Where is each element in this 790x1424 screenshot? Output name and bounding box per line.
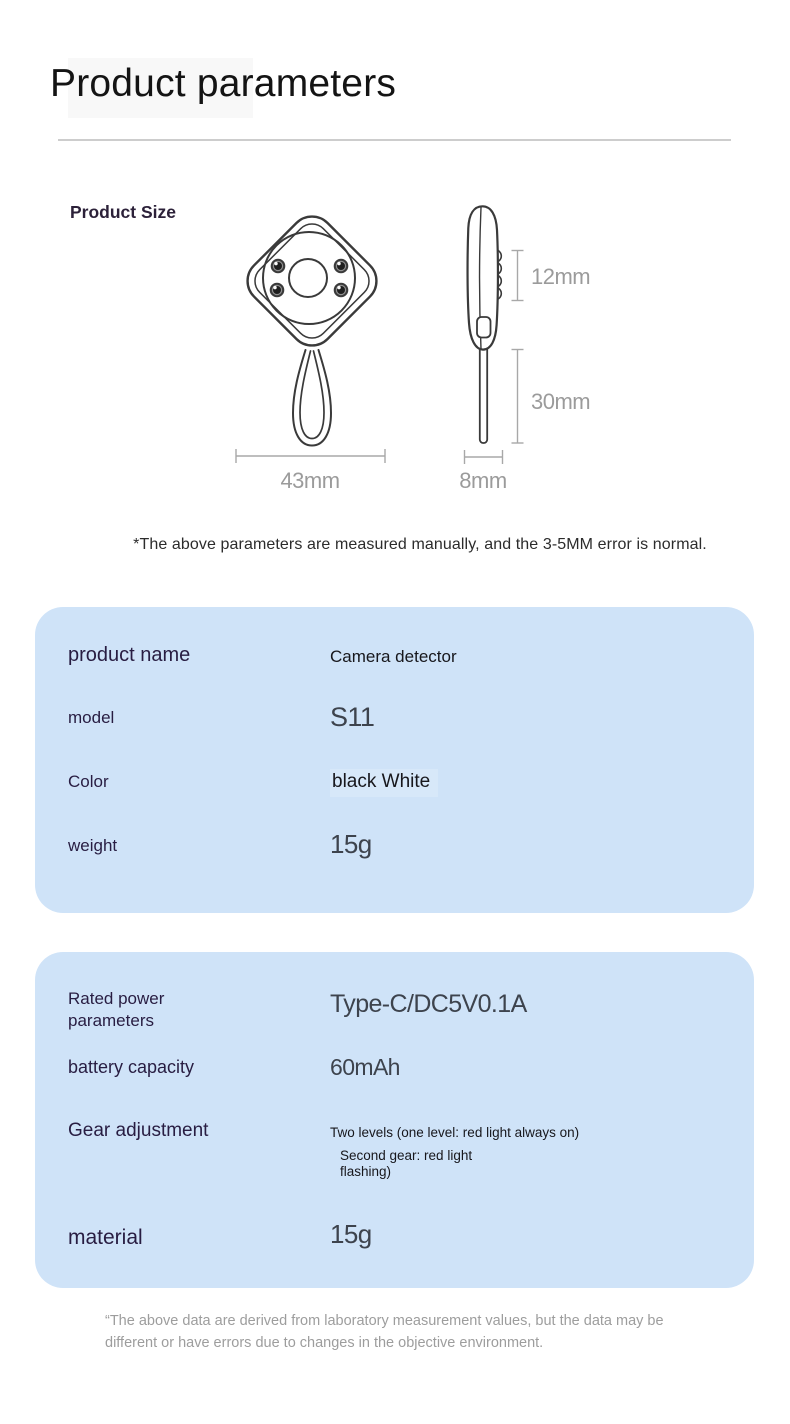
- strap-stick: [480, 340, 487, 443]
- spec-label-model: model: [68, 708, 115, 727]
- spec-value-gear-adjustment-line1: Two levels (one level: red light always on): [330, 1125, 580, 1140]
- spec-label-color: Color: [68, 772, 109, 791]
- title-divider: [58, 139, 731, 141]
- product-size-label: Product Size: [70, 202, 176, 222]
- spec-label-rated-power: Rated power parameters: [68, 989, 165, 1030]
- device-front-view-drawing: [238, 207, 385, 445]
- spec-label-product-name: product name: [68, 644, 191, 666]
- spec-value-model: S11: [330, 702, 375, 732]
- footer-disclaimer: “The above data are derived from laboratory measurement values, but the data may be different or have errors due to changes in the objective environment.: [105, 1313, 664, 1351]
- spec-value-battery-capacity: 60mAh: [330, 1054, 400, 1080]
- spec-label-weight: weight: [68, 836, 118, 855]
- spec-label-battery-capacity: battery capacity: [68, 1057, 195, 1077]
- spec-value-product-name: Camera detector: [330, 647, 457, 666]
- dimension-lines: [236, 251, 524, 465]
- keychain-loop-inner: [300, 351, 324, 439]
- side-buttons: [489, 250, 502, 300]
- spec-card-technical-info: [35, 952, 754, 1288]
- side-seam-line: [480, 208, 482, 350]
- strap-length-dimension-label: 30mm: [531, 389, 591, 414]
- viewing-hole: [289, 259, 327, 297]
- buttons-height-dimension-label: 12mm: [531, 264, 591, 289]
- device-body-outline: [238, 207, 385, 354]
- spec-label-material: material: [68, 1226, 143, 1249]
- keychain-loop-outer: [293, 350, 331, 446]
- spec-value-color: black White: [330, 769, 438, 797]
- led-top-left: [271, 259, 286, 274]
- device-side-view-drawing: [468, 206, 502, 443]
- spec-value-gear-adjustment-line2: Second gear: red light: [340, 1148, 473, 1163]
- lens-ring: [263, 232, 355, 324]
- side-body-outline: [468, 206, 498, 349]
- spec-value-weight: 15g: [330, 829, 372, 859]
- led-bottom-left: [270, 283, 285, 298]
- spec-label-gear-adjustment: Gear adjustment: [68, 1120, 209, 1141]
- spec-card-basic-info: [35, 607, 754, 913]
- spec-value-gear-adjustment-line3: flashing): [340, 1164, 392, 1179]
- device-body-inner-outline: [248, 217, 375, 344]
- led-bottom-right: [334, 283, 349, 298]
- usb-port: [477, 317, 491, 338]
- strap-width-dimension-label: 8mm: [459, 468, 507, 493]
- spec-value-rated-power: Type-C/DC5V0.1A: [330, 990, 527, 1018]
- page-title: Product parameters: [50, 62, 397, 105]
- led-top-right: [334, 259, 349, 274]
- spec-value-material: 15g: [330, 1219, 372, 1249]
- front-width-dimension-label: 43mm: [280, 468, 340, 493]
- measurement-note: *The above parameters are measured manually, and the 3-5MM error is normal.: [133, 536, 707, 553]
